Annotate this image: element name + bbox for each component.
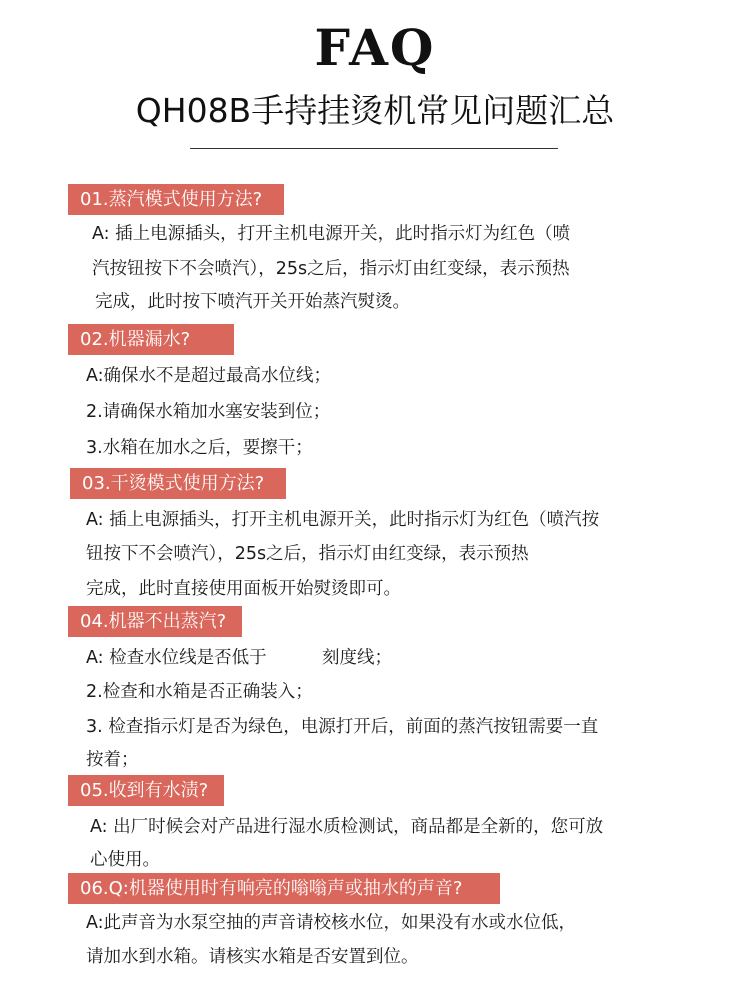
answer-01-line-3: 完成，此时按下喷汽开关开始蒸汽熨烫。: [95, 292, 410, 312]
question-01-label: 01.蒸汽模式使用方法?: [68, 184, 284, 215]
answer-01-line-1: A: 插上电源插头，打开主机电源开关，此时指示灯为红色（喷: [92, 224, 571, 244]
answer-03-line-3: 完成，此时直接使用面板开始熨烫即可。: [86, 579, 401, 599]
answer-04-line-3: 3. 检查指示灯是否为绿色，电源打开后，前面的蒸汽按钮需要一直: [86, 717, 599, 737]
answer-06-line-1: A:此声音为水泵空抽的声音请校核水位，如果没有水或水位低，: [86, 913, 577, 933]
answer-05-line-1: A: 出厂时候会对产品进行湿水质检测试，商品都是全新的，您可放: [90, 817, 604, 837]
title-divider: [190, 148, 558, 149]
answer-03-line-2: 钮按下不会喷汽），25s之后，指示灯由红变绿，表示预热: [86, 544, 529, 564]
page-title: QH08B手持挂烫机常见问题汇总: [135, 91, 615, 130]
answer-01-line-2: 汽按钮按下不会喷汽），25s之后，指示灯由红变绿，表示预热: [92, 259, 570, 279]
answer-04-line-1-tail: 刻度线；: [322, 648, 392, 668]
answer-02-line-2: 2.请确保水箱加水塞安装到位；: [86, 402, 331, 422]
answer-04-line-2: 2.检查和水箱是否正确装入；: [86, 682, 313, 702]
question-04-label: 04.机器不出蒸汽?: [68, 606, 242, 637]
answer-06-line-2: 请加水到水箱。请核实水箱是否安置到位。: [86, 947, 419, 967]
answer-04-line-1: A: 检查水位线是否低于: [86, 648, 267, 668]
answer-02-line-1: A:确保水不是超过最高水位线；: [86, 366, 332, 386]
answer-05-line-2: 心使用。: [90, 850, 160, 870]
question-05-label: 05.收到有水渍?: [68, 775, 224, 806]
answer-03-line-1: A: 插上电源插头，打开主机电源开关，此时指示灯为红色（喷汽按: [86, 510, 600, 530]
answer-04-line-4: 按着；: [86, 750, 139, 770]
question-06-label: 06.Q:机器使用时有响亮的嗡嗡声或抽水的声音?: [68, 873, 500, 904]
question-03-label: 03.干烫模式使用方法?: [70, 468, 286, 499]
question-02-label: 02.机器漏水?: [68, 324, 234, 355]
faq-title: FAQ: [314, 18, 436, 77]
answer-02-line-3: 3.水箱在加水之后，要擦干；: [86, 438, 313, 458]
